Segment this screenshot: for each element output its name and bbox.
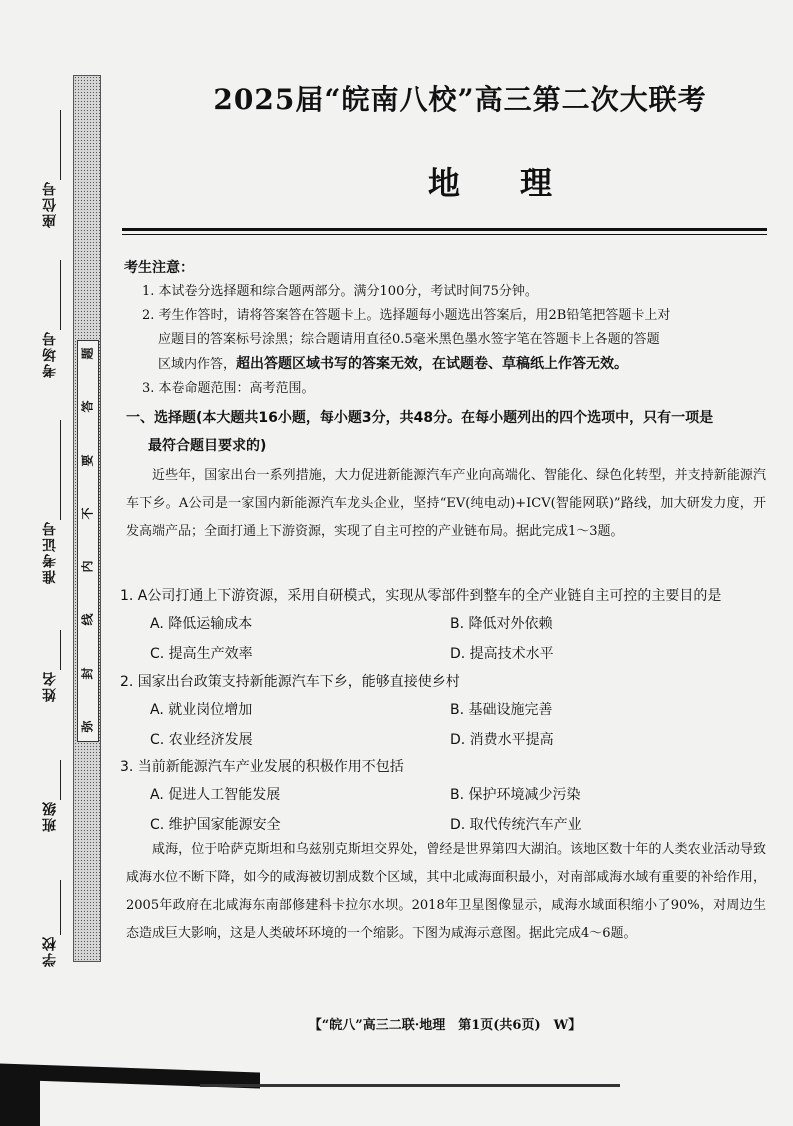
field-label: 考场号	[42, 330, 58, 378]
binding-char: 内	[80, 560, 95, 573]
option: C. 提高生产效率	[150, 646, 253, 662]
option: C. 农业经济发展	[150, 732, 253, 748]
question-stem: 1. A公司打通上下游资源，采用自研模式，实现从零部件到整车的全产业链自主可控的主要目的是	[120, 588, 722, 604]
question-stem: 2. 国家出台政策支持新能源汽车下乡，能够直接使乡村	[120, 674, 460, 690]
binding-notice	[77, 345, 97, 735]
fill-line	[60, 260, 61, 330]
page-footer: 【“皖八”高三二联·地理 第1页(共6页) W】	[308, 1018, 582, 1033]
question-options	[150, 608, 750, 668]
binding-char: 要	[80, 454, 95, 467]
binding-char: 不	[80, 507, 95, 520]
reading-passage: 咸海，位于哈萨克斯坦和乌兹别克斯坦交界处，曾经是世界第四大湖泊。该地区数十年的人类农业活动导致咸海水位不断下降，如今的咸海被切割成数个区域，其中北咸海面积最小，对南部咸海水域有重要的补给作用，2005年政府在北咸海东南部修建科卡拉尔水坝。2018年卫星图像显示，咸海水域面积缩小了90%，对周边生态造成巨大影响，这是人类破坏环境的一个缩影。下图为咸海示意图。据此完成4～6题。	[126, 842, 766, 941]
header-rule-thin	[122, 234, 767, 235]
field-label: 姓名	[42, 670, 58, 702]
field-label: 学校	[42, 935, 58, 967]
option: A. 促进人工智能发展	[150, 787, 281, 803]
option: D. 提高技术水平	[450, 646, 554, 662]
section-heading-line: 最符合题目要求的)	[148, 438, 267, 454]
option: A. 就业岗位增加	[150, 702, 253, 718]
fill-line	[60, 760, 61, 800]
option: D. 消费水平提高	[450, 732, 554, 748]
section-heading-line: 一、选择题(本大题共16小题，每小题3分，共48分。在每小题列出的四个选项中，只有一项是	[126, 410, 714, 426]
notice-item: 2. 考生作答时，请将答案答在答题卡上。选择题每小题选出答案后，用2B铅笔把答题卡上对	[142, 308, 671, 323]
field-label: 准考证号	[42, 520, 58, 584]
binding-char: 答	[80, 400, 95, 413]
field-seat-number	[30, 110, 70, 228]
binding-char: 弥	[80, 720, 95, 733]
notice-item: 1. 本试卷分选择题和综合题两部分。满分100分，考试时间75分钟。	[142, 284, 538, 299]
option: C. 维护国家能源安全	[150, 817, 281, 833]
notice-item	[124, 352, 764, 377]
option: B. 保护环境减少污染	[450, 787, 581, 803]
scan-artifact	[0, 1062, 793, 1122]
field-label: 座位号	[42, 180, 58, 228]
binding-char: 线	[80, 613, 95, 626]
field-name	[30, 630, 70, 702]
scan-shadow	[200, 1084, 620, 1087]
field-class	[30, 760, 70, 832]
notice-item: 3. 本卷命题范围：高考范围。	[142, 381, 315, 396]
option: A. 降低运输成本	[150, 616, 253, 632]
option: B. 降低对外依赖	[450, 616, 553, 632]
field-school	[30, 880, 70, 967]
fill-line	[60, 110, 61, 180]
exam-title: 2025届“皖南八校”高三第二次大联考	[213, 83, 707, 116]
notice-text: 区域内作答，	[158, 357, 237, 372]
notice-heading: 考生注意：	[124, 260, 194, 276]
reading-passage: 近些年，国家出台一系列措施，大力促进新能源汽车产业向高端化、智能化、绿色化转型，并支持新能源汽车下乡。A公司是一家国内新能源汽车龙头企业，坚持“EV(纯电动)+ICV(智能网联)”路线，加大研发力度，开发高端产品；全面打通上下游资源，实现了自主可控的产业链布局。据此完成1～3题。	[126, 468, 766, 539]
binding-char: 封	[80, 667, 95, 680]
fill-line	[60, 420, 61, 520]
question-options	[150, 694, 750, 754]
notice-emphasis: 超出答题区域书写的答案无效，在试题卷、草稿纸上作答无效。	[236, 356, 629, 372]
fill-line	[60, 630, 61, 670]
field-admission-number	[30, 420, 70, 584]
question-options	[150, 779, 750, 839]
fill-line	[60, 880, 61, 935]
option: B. 基础设施完善	[450, 702, 553, 718]
candidate-notice	[124, 256, 764, 401]
header-rule	[122, 228, 767, 231]
question-stem: 3. 当前新能源汽车产业发展的积极作用不包括	[120, 759, 404, 775]
scan-shadow	[0, 1076, 40, 1126]
field-exam-room	[30, 260, 70, 378]
option: D. 取代传统汽车产业	[450, 817, 582, 833]
subject-title: 地理	[427, 164, 612, 202]
notice-item: 应题目的答案标号涂黑；综合题请用直径0.5毫米黑色墨水签字笔在答题卡上各题的答题	[158, 332, 660, 347]
field-label: 班级	[42, 800, 58, 832]
binding-char: 题	[80, 347, 95, 360]
section-heading	[126, 404, 766, 460]
